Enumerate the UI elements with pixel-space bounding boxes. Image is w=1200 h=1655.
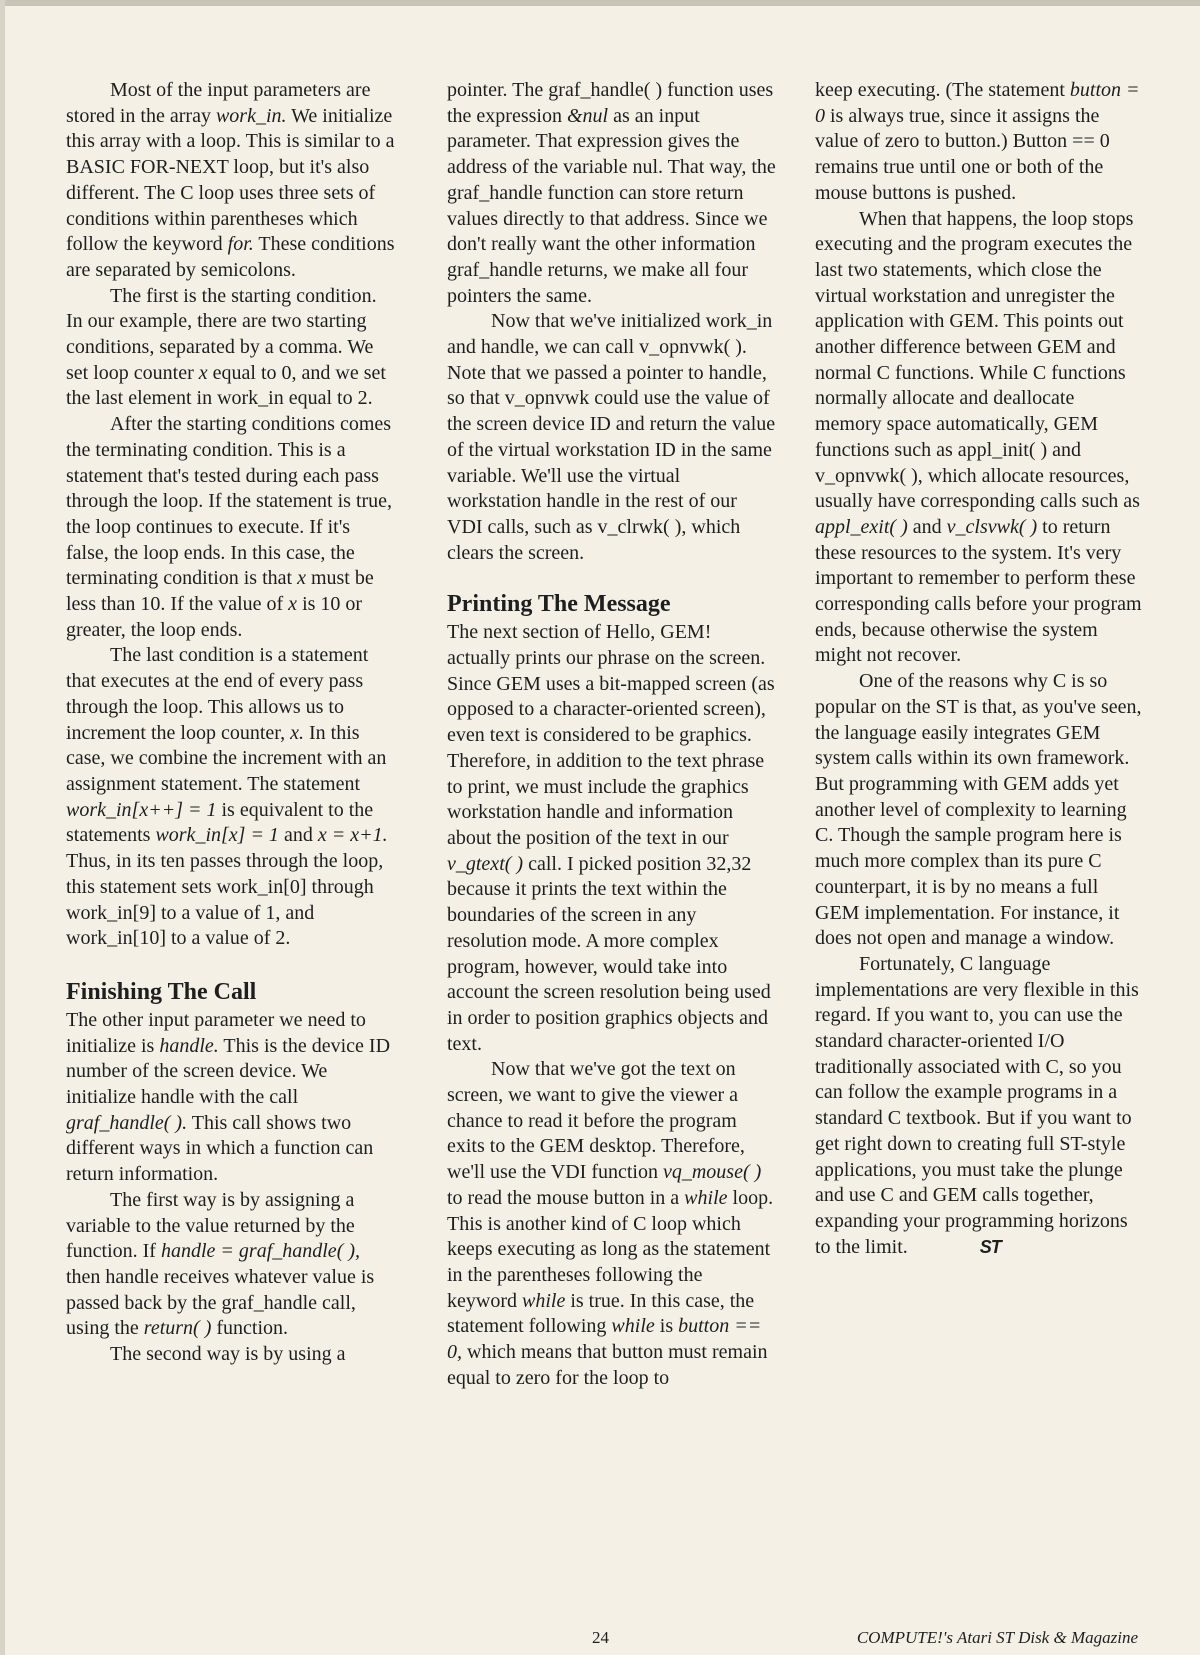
italic-text: graf_handle( ). [66,1111,188,1134]
text-run: Most of the input parameters are stored in the array [66,79,371,127]
text-run: Fortunately, C language implementations are very flexible in this regard. If you want to, you can use the standard character-oriented I/O traditionally associated with C, so you can follow the example programs in a standard C textbook. But if you want to get right down to creating full ST-style applications, you must take the plunge and use C and GEM calls together, expanding your programming horizons to the limit. [815,952,1139,1258]
text-run: Thus, in its ten passes through the loop, this statement sets work_in[0] through work_in[9] to a value of 1, and work_in[10] to a value of 2. [66,850,384,950]
italic-text: handle. [159,1034,219,1057]
text-run: loop. This is another kind of C loop which keeps executing as long as the statement in the parentheses following the keyword [447,1186,774,1312]
text-run: keep executing. (The statement [815,79,1070,101]
italic-text: x [288,593,298,616]
italic-text: work_in[x] = 1 [155,824,279,847]
italic-text: button = 0 [815,79,1140,127]
text-run: The last condition is a statement that executes at the end of every pass through the loop. This allows us to increment the loop counter, [66,644,369,744]
italic-text: while [521,1289,566,1312]
paragraph [447,78,777,309]
italic-text: x [198,361,208,384]
page-edge-left [0,0,5,1655]
text-run: Now that we've got the text on screen, we want to give the viewer a chance to read it before the program exits to the GEM desktop. Therefore, we'll use the VDI function [447,1058,745,1184]
italic-text: v_clsvwk( ) [946,515,1038,538]
paragraph [815,669,1145,952]
text-run: as an input parameter. That expression gives the address of the variable nul. That way, the graf_handle function can store return values directly to that address. Since we don't really want the other information graf_handle returns, we make all four pointers the same. [447,104,776,307]
paragraph [66,1188,396,1342]
text-run: and [278,824,318,847]
text-run: The next section of Hello, GEM! actually prints our phrase on the screen. Since GEM uses a bit-mapped screen (as opposed to a character-oriented screen), even text is considered to be graphics. Therefore, in addition to the text phrase to print, we must include the graphics workstation handle and information about the position of the text in our [447,621,775,849]
text-run: is true. In this case, the statement following [447,1289,755,1338]
text-run: which means that button must remain equal to zero for the loop to [447,1341,768,1389]
st-end-mark: ST [979,1236,1001,1257]
text-run: to return these resources to the system. It's very important to remember to perform these corresponding calls before your program ends, because otherwise the system might not recover. [815,515,1142,667]
text-run: function. [211,1317,289,1340]
text-run: The second way is by using a [110,1343,346,1366]
paragraph [815,78,1145,207]
text-run: One of the reasons why C is so popular on the ST is that, as you've seen, the language easily integrates GEM system calls within its own framework. But programming with GEM adds yet another level of complexity to learning C. Though the sample program here is much more complex than its pure C counterpart, it is by no means a full GEM implementation. For instance, it does not open and manage a window. [815,670,1142,950]
paragraph [447,1057,777,1391]
paragraph [66,78,396,284]
italic-text: while [611,1315,655,1338]
italic-text: &nul [566,104,609,127]
text-run: equal to 0, and we set the last element in work_in equal to 2. [66,361,386,410]
text-run: In this case, we combine the increment with an assignment statement. The statement [66,721,387,795]
text-run: We initialize this array with a loop. This is similar to a BASIC FOR-NEXT loop, but it's also different. The C loop uses three sets of conditions within parentheses which follow the keyword [66,104,395,256]
italic-text: x = x+1. [317,824,388,847]
text-run: When that happens, the loop stops executing and the program executes the last two statements, which close the virtual workstation and unregister the application with GEM. This points out another difference between GEM and normal C functions. While C functions normally allocate and deallocate memory space automatically, GEM functions such as appl_init( ) and v_opnvwk( ), which allocate resources, usually have corresponding calls such as [815,207,1140,513]
text-run: must be less than 10. If the value of [66,567,374,616]
italic-text: work_in. [215,104,287,127]
paragraph [66,1008,396,1188]
paragraph [447,309,777,566]
italic-text: for. [227,233,254,256]
italic-text: vq_mouse( ) [662,1161,762,1184]
paragraph [815,207,1145,670]
section-heading: Printing The Message [447,591,671,618]
text-run: to read the mouse button in a [447,1186,685,1209]
article-column-3 [815,78,1145,1260]
magazine-title: COMPUTE!'s Atari ST Disk & Magazine [856,1628,1138,1647]
text-run: call. I picked position 32,32 because it prints the text within the boundaries of the screen in any resolution mode. A more complex program, however, would take into account the screen resolution being used in order to position graphics objects and text. [447,852,771,1055]
text-run: The other input parameter we need to initialize is [66,1008,366,1057]
italic-text: x [297,567,306,590]
text-run: is always true, since it assigns the value of zero to button.) Button == 0 remains true until one or both of the mouse buttons is pushed. [815,104,1110,204]
italic-text: v_gtext( ) [447,852,524,875]
paragraph [815,952,1145,1260]
paragraph [66,1342,396,1368]
article-column-1 [66,78,396,1368]
page-number: 24 [592,1628,609,1647]
paragraph [66,643,396,951]
text-run: This is the device ID number of the screen device. We initialize handle with the call [66,1034,391,1109]
page-edge [0,0,1200,6]
paragraph [66,412,396,643]
italic-text: button == 0, [447,1315,762,1364]
italic-text: return( ) [143,1317,212,1340]
text-run: The first way is by assigning a variable to the value returned by the function. If [66,1188,355,1263]
text-run: is equivalent to the statements [66,798,374,847]
italic-text: while [684,1186,728,1209]
text-run: is 10 or greater, the loop ends. [66,593,363,641]
italic-text: work_in[x++] = 1 [66,798,217,821]
section-heading: Finishing The Call [66,978,257,1005]
text-run: This call shows two different ways in which a function can return information. [66,1111,374,1186]
italic-text: appl_exit( ) [815,515,908,538]
text-run: These conditions are separated by semicolons. [66,233,395,281]
paragraph [66,284,396,413]
text-run: then handle receives whatever value is passed back by the graf_handle call, using the [66,1265,375,1340]
text-run: Now that we've initialized work_in and handle, we can call v_opnvwk( ). Note that we passed a pointer to handle, so that v_opnvwk could use the value of the screen device ID and return the value of the virtual workstation ID in the same variable. We'll use the virtual workstation handle in the rest of our VDI calls, such as v_clrwk( ), which clears the screen. [447,310,776,564]
article-column-2 [447,78,777,1391]
text-run: and [907,515,947,538]
italic-text: x. [290,721,305,744]
text-run: is [654,1315,679,1338]
text-run: pointer. The graf_handle( ) function uses the expression [447,79,774,127]
paragraph [447,620,777,1057]
text-run: The first is the starting condition. In our example, there are two starting conditions, separated by a comma. We set loop counter [66,284,377,384]
text-run: After the starting conditions comes the terminating condition. This is a statement that's tested during each pass through the loop. If the statement is true, the loop continues to execute. If it's false, the loop ends. In this case, the terminating condition is that [66,413,393,590]
italic-text: handle = graf_handle( ), [160,1240,361,1263]
